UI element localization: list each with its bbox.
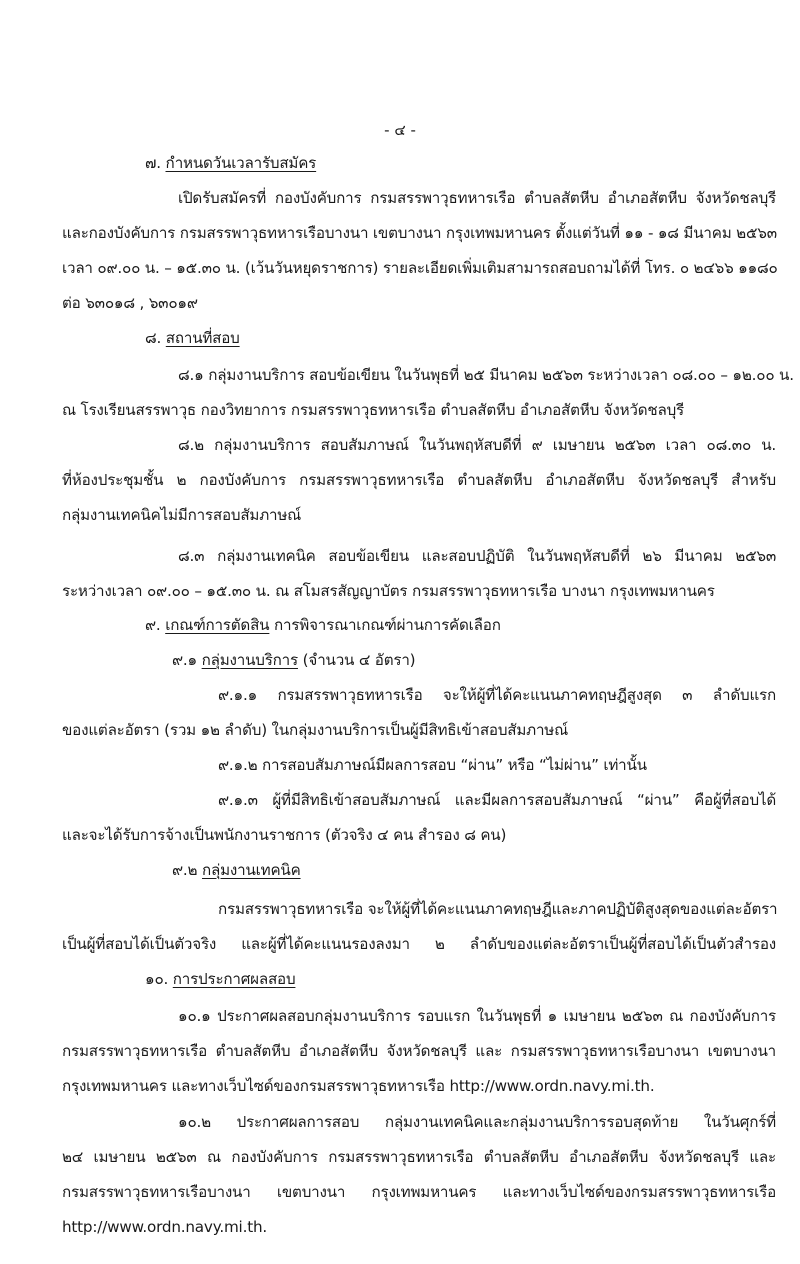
page-number: - ๔ - (384, 121, 416, 139)
section-8-2-line: ๘.๒ กลุ่มงานบริการ สอบสัมภาษณ์ ในวันพฤหัสบดีที่ ๙ เมษายน ๒๕๖๓ เวลา ๐๘.๓๐ น. (178, 436, 776, 454)
section-7-line: เวลา ๐๙.๐๐ น. – ๑๕.๓๐ น. (เว้นวันหยุดราชการ) รายละเอียดเพิ่มเติมสามารถสอบถามได้ที่ โทร. ๐ ๒๔๖๖ ๑๑๘๐ (62, 259, 778, 277)
section-7-line: ต่อ ๖๓๐๑๘ , ๖๓๐๑๙ (62, 294, 198, 312)
section-10-1-line: กรมสรรพาวุธทหารเรือ ตำบลสัตหีบ อำเภอสัตหีบ จังหวัดชลบุรี และ กรมสรรพาวุธทหารเรือบางนา เขตบางนา (62, 1042, 776, 1060)
section-9-1-heading: ๙.๑ กลุ่มงานบริการ (จำนวน ๔ อัตรา) (172, 651, 416, 669)
section-9-2-line: กรมสรรพาวุธทหารเรือ จะให้ผู้ที่ได้คะแนนภาคทฤษฎีและภาคปฏิบัติสูงสุดของแต่ละอัตรา (218, 900, 778, 918)
section-10-2-url: http://www.ordn.navy.mi.th. (62, 1218, 268, 1236)
section-10-1-line: กรุงเทพมหานคร และทางเว็บไซด์ของกรมสรรพาวุธทหารเรือ http://www.ordn.navy.mi.th. (62, 1077, 655, 1095)
section-9-heading: ๙. เกณฑ์การตัดสิน การพิจารณาเกณฑ์ผ่านการคัดเลือก (145, 616, 501, 634)
section-7-line: และกองบังคับการ กรมสรรพาวุธทหารเรือบางนา เขตบางนา กรุงเทพมหานคร ตั้งแต่วันที่ ๑๑ - ๑๘ มีนาคม ๒๕๖๓ (62, 224, 777, 242)
section-7-heading: ๗. กำหนดวันเวลารับสมัคร (145, 154, 317, 172)
section-8-3-line: ๘.๓ กลุ่มงานเทคนิค สอบข้อเขียน และสอบปฏิบัติ ในวันพฤหัสบดีที่ ๒๖ มีนาคม ๒๕๖๓ (178, 547, 776, 565)
section-9-1-3-line: และจะได้รับการจ้างเป็นพนักงานราชการ (ตัวจริง ๔ คน สำรอง ๘ คน) (62, 826, 507, 844)
section-8-1-line: ๘.๑ กลุ่มงานบริการ สอบข้อเขียน ในวันพุธที่ ๒๕ มีนาคม ๒๕๖๓ ระหว่างเวลา ๐๘.๐๐ – ๑๒.๐๐ น. (178, 366, 794, 384)
section-9-2-heading: ๙.๒ กลุ่มงานเทคนิค (172, 861, 301, 879)
section-8-heading: ๘. สถานที่สอบ (145, 329, 240, 347)
section-10-2-line: ๒๔ เมษายน ๒๕๖๓ ณ กองบังคับการ กรมสรรพาวุธทหารเรือ ตำบลสัตหีบ อำเภอสัตหีบ จังหวัดชลบุรี และ (62, 1148, 776, 1166)
section-9-1-2-line: ๙.๑.๒ การสอบสัมภาษณ์มีผลการสอบ “ผ่าน” หรือ “ไม่ผ่าน” เท่านั้น (218, 756, 647, 774)
section-10-2-line: กรมสรรพาวุธทหารเรือบางนา เขตบางนา กรุงเทพมหานคร และทางเว็บไซด์ของกรมสรรพาวุธทหารเรือ (62, 1183, 776, 1201)
section-8-2-line: ที่ห้องประชุมชั้น ๒ กองบังคับการ กรมสรรพาวุธทหารเรือ ตำบลสัตหีบ อำเภอสัตหีบ จังหวัดชลบุรี สำหรับ (62, 471, 776, 489)
section-8-3-line: ระหว่างเวลา ๐๙.๐๐ – ๑๕.๓๐ น. ณ สโมสรสัญญาบัตร กรมสรรพาวุธทหารเรือ บางนา กรุงเทพมหานคร (62, 582, 715, 600)
section-8-2-line: กลุ่มงานเทคนิคไม่มีการสอบสัมภาษณ์ (62, 506, 302, 524)
section-7-line: เปิดรับสมัครที่ กองบังคับการ กรมสรรพาวุธทหารเรือ ตำบลสัตหีบ อำเภอสัตหีบ จังหวัดชลบุรี (178, 189, 776, 207)
section-9-2-line: เป็นผู้ที่สอบได้เป็นตัวจริง และผู้ที่ได้คะแนนรองลงมา ๒ ลำดับของแต่ละอัตราเป็นผู้ที่สอบได้เป็นตัวสำรอง (62, 935, 776, 953)
section-10-2-line: ๑๐.๒ ประกาศผลการสอบ กลุ่มงานเทคนิคและกลุ่มงานบริการรอบสุดท้าย ในวันศุกร์ที่ (178, 1113, 776, 1131)
section-10-1-line: ๑๐.๑ ประกาศผลสอบกลุ่มงานบริการ รอบแรก ในวันพุธที่ ๑ เมษายน ๒๕๖๓ ณ กองบังคับการ (178, 1007, 776, 1025)
section-9-1-1-line: ๙.๑.๑ กรมสรรพาวุธทหารเรือ จะให้ผู้ที่ได้คะแนนภาคทฤษฎีสูงสุด ๓ ลำดับแรก (218, 686, 776, 704)
section-9-1-1-line: ของแต่ละอัตรา (รวม ๑๒ ลำดับ) ในกลุ่มงานบริการเป็นผู้มีสิทธิเข้าสอบสัมภาษณ์ (62, 721, 568, 739)
section-8-1-line: ณ โรงเรียนสรรพาวุธ กองวิทยาการ กรมสรรพาวุธทหารเรือ ตำบลสัตหีบ อำเภอสัตหีบ จังหวัดชลบุรี (62, 401, 684, 419)
section-10-heading: ๑๐. การประกาศผลสอบ (145, 970, 296, 988)
section-9-1-3-line: ๙.๑.๓ ผู้ที่มีสิทธิเข้าสอบสัมภาษณ์ และมีผลการสอบสัมภาษณ์ “ผ่าน” คือผู้ที่สอบได้ (218, 791, 776, 809)
